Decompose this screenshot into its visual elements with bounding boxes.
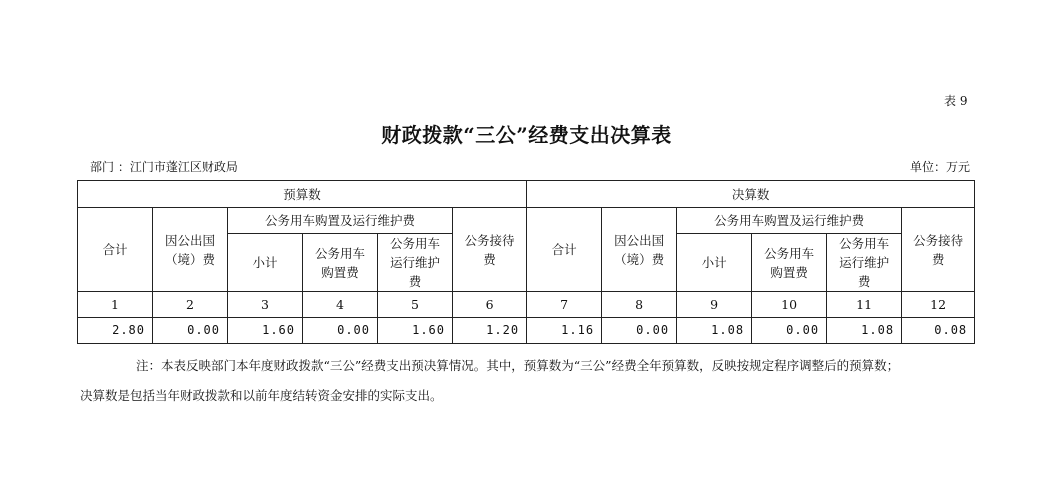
actual-subtotal-value: 1.08	[677, 318, 752, 344]
budget-subtotal-header: 小计	[228, 234, 303, 292]
column-index: 10	[752, 292, 827, 318]
header-row-groups	[78, 181, 975, 208]
page-title: 财政拨款“三公”经费支出决算表	[381, 123, 672, 147]
budget-vehicle-group-header: 公务用车购置及运行维护费	[228, 208, 453, 234]
column-index: 5	[378, 292, 453, 318]
budget-vehicle-run-header: 公务用车 运行维护 费	[378, 234, 453, 292]
table-note	[80, 351, 976, 411]
column-index: 2	[153, 292, 228, 318]
column-index: 11	[827, 292, 902, 318]
column-index: 8	[602, 292, 677, 318]
budget-vehicle-run-value: 1.60	[378, 318, 453, 344]
actual-header: 决算数	[527, 181, 975, 208]
column-index: 12	[902, 292, 975, 318]
header-row-sub	[78, 208, 975, 234]
actual-reception-value: 0.08	[902, 318, 975, 344]
actual-vehicle-group-header: 公务用车购置及运行维护费	[677, 208, 902, 234]
column-index: 9	[677, 292, 752, 318]
department-label: 部门 ：江门市蓬江区财政局	[90, 160, 238, 174]
budget-vehicle-buy-header: 公务用车 购置费	[303, 234, 378, 292]
table-number: 表 9	[944, 94, 968, 108]
actual-vehicle-buy-value: 0.00	[752, 318, 827, 344]
column-index: 7	[527, 292, 602, 318]
column-index: 6	[453, 292, 527, 318]
actual-abroad-header: 因公出国 （境）费	[602, 208, 677, 292]
budget-header: 预算数	[78, 181, 527, 208]
budget-subtotal-value: 1.60	[228, 318, 303, 344]
actual-vehicle-buy-header: 公务用车 购置费	[752, 234, 827, 292]
column-index-row	[78, 292, 975, 318]
budget-abroad-header: 因公出国 （境）费	[153, 208, 228, 292]
actual-total-value: 1.16	[527, 318, 602, 344]
budget-reception-value: 1.20	[453, 318, 527, 344]
budget-total-value: 2.80	[78, 318, 153, 344]
actual-subtotal-header: 小计	[677, 234, 752, 292]
budget-reception-header: 公务接待 费	[453, 208, 527, 292]
unit-label: 单位：万元	[909, 160, 970, 174]
actual-reception-header: 公务接待 费	[902, 208, 975, 292]
column-index: 3	[228, 292, 303, 318]
three-public-expenses-table	[77, 180, 975, 344]
note-line-1: 注：本表反映部门本年度财政拨款“三公”经费支出预决算情况。其中，预算数为“三公”经费全年预算数，反映按规定程序调整后的预算数；	[136, 358, 900, 373]
budget-total-header: 合计	[78, 208, 153, 292]
values-row	[78, 318, 975, 344]
column-index: 4	[303, 292, 378, 318]
actual-vehicle-run-header: 公务用车 运行维护 费	[827, 234, 902, 292]
actual-vehicle-run-value: 1.08	[827, 318, 902, 344]
actual-abroad-value: 0.00	[602, 318, 677, 344]
actual-total-header: 合计	[527, 208, 602, 292]
column-index: 1	[78, 292, 153, 318]
budget-vehicle-buy-value: 0.00	[303, 318, 378, 344]
note-line-2: 决算数是包括当年财政拨款和以前年度结转资金安排的实际支出。	[80, 388, 443, 403]
budget-abroad-value: 0.00	[153, 318, 228, 344]
